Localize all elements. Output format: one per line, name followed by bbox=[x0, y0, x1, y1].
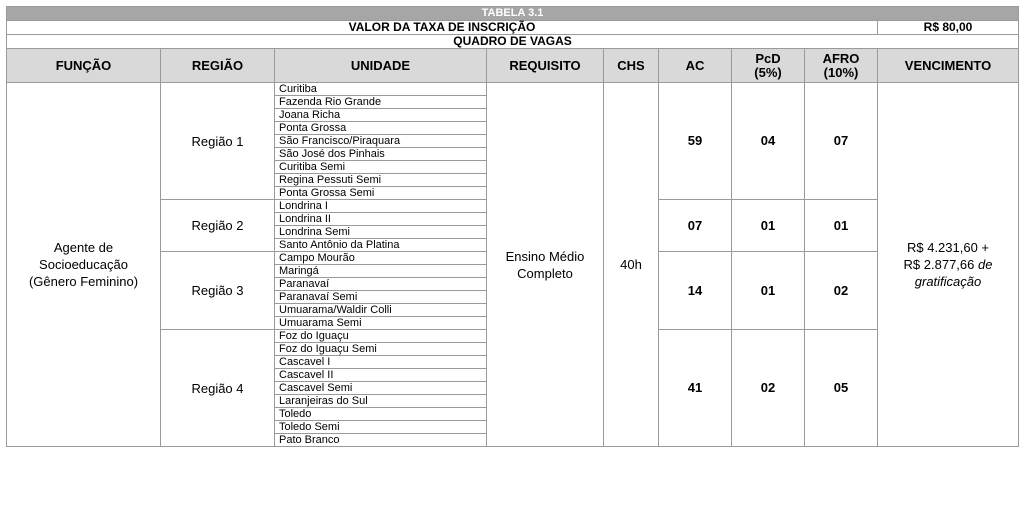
unidade-cell: Curitiba bbox=[275, 83, 487, 96]
pcd-cell: 01 bbox=[732, 200, 805, 252]
subtitle-row bbox=[7, 35, 1019, 49]
unidade-cell: Fazenda Rio Grande bbox=[275, 96, 487, 109]
unidade-cell: Cascavel II bbox=[275, 369, 487, 382]
unidade-cell: Pato Branco bbox=[275, 434, 487, 447]
unidade-cell: Londrina Semi bbox=[275, 226, 487, 239]
unidade-cell: Joana Richa bbox=[275, 109, 487, 122]
header-pcd-line1: PcD bbox=[755, 50, 781, 66]
unidade-cell: Curitiba Semi bbox=[275, 161, 487, 174]
unidade-cell: Maringá bbox=[275, 265, 487, 278]
table-row bbox=[7, 83, 1019, 96]
header-chs: CHS bbox=[604, 49, 659, 83]
ac-cell: 14 bbox=[659, 252, 732, 330]
vencimento-line1: R$ 4.231,60 + bbox=[906, 240, 990, 255]
unidade-cell: Paranavaí bbox=[275, 278, 487, 291]
chs-cell: 40h bbox=[604, 83, 659, 447]
vencimento-line2-italic: de bbox=[978, 257, 993, 272]
ac-cell: 07 bbox=[659, 200, 732, 252]
funcao-line3: (Gênero Feminino) bbox=[28, 274, 139, 289]
unidade-cell: Paranavaí Semi bbox=[275, 291, 487, 304]
unidade-cell: Foz do Iguaçu Semi bbox=[275, 343, 487, 356]
pcd-cell: 02 bbox=[732, 330, 805, 447]
afro-cell: 05 bbox=[805, 330, 878, 447]
vacancy-table bbox=[6, 6, 1019, 447]
header-row bbox=[7, 49, 1019, 83]
unidade-cell: Ponta Grossa bbox=[275, 122, 487, 135]
unidade-cell: Cascavel Semi bbox=[275, 382, 487, 395]
header-ac: AC bbox=[659, 49, 732, 83]
afro-cell: 07 bbox=[805, 83, 878, 200]
vacancy-table-container bbox=[6, 6, 1018, 447]
vencimento-line3: gratificação bbox=[914, 274, 982, 289]
unidade-cell: Foz do Iguaçu bbox=[275, 330, 487, 343]
unidade-cell: Umuarama/Waldir Colli bbox=[275, 304, 487, 317]
unidade-cell: Londrina II bbox=[275, 213, 487, 226]
header-afro bbox=[805, 49, 878, 83]
unidade-cell: São Francisco/Piraquara bbox=[275, 135, 487, 148]
requisito-line2: Completo bbox=[517, 265, 573, 281]
requisito-line1: Ensino Médio bbox=[505, 248, 585, 264]
header-pcd bbox=[732, 49, 805, 83]
unidade-cell: Laranjeiras do Sul bbox=[275, 395, 487, 408]
header-afro-line1: AFRO bbox=[822, 50, 860, 66]
afro-cell: 02 bbox=[805, 252, 878, 330]
table-subtitle: QUADRO DE VAGAS bbox=[7, 35, 1019, 49]
vencimento-cell bbox=[878, 83, 1019, 447]
funcao-line2: Socioeducação bbox=[39, 257, 128, 272]
unidade-cell: Umuarama Semi bbox=[275, 317, 487, 330]
regiao-cell: Região 3 bbox=[161, 252, 275, 330]
table-title-row bbox=[7, 7, 1019, 21]
funcao-line1: Agente de bbox=[53, 240, 114, 255]
header-unidade: UNIDADE bbox=[275, 49, 487, 83]
table-title: TABELA 3.1 bbox=[7, 7, 1019, 21]
unidade-cell: Toledo bbox=[275, 408, 487, 421]
unidade-cell: Cascavel I bbox=[275, 356, 487, 369]
fee-value: R$ 80,00 bbox=[878, 21, 1019, 35]
unidade-cell: Ponta Grossa Semi bbox=[275, 187, 487, 200]
fee-label: VALOR DA TAXA DE INSCRIÇÃO bbox=[7, 21, 878, 35]
header-funcao: FUNÇÃO bbox=[7, 49, 161, 83]
unidade-cell: Regina Pessuti Semi bbox=[275, 174, 487, 187]
fee-row bbox=[7, 21, 1019, 35]
header-vencimento: VENCIMENTO bbox=[878, 49, 1019, 83]
header-requisito: REQUISITO bbox=[487, 49, 604, 83]
header-pcd-line2: (5%) bbox=[754, 64, 782, 80]
funcao-cell bbox=[7, 83, 161, 447]
unidade-cell: Londrina I bbox=[275, 200, 487, 213]
unidade-cell: Campo Mourão bbox=[275, 252, 487, 265]
regiao-cell: Região 1 bbox=[161, 83, 275, 200]
requisito-cell bbox=[487, 83, 604, 447]
regiao-cell: Região 2 bbox=[161, 200, 275, 252]
header-afro-line2: (10%) bbox=[823, 64, 859, 80]
pcd-cell: 01 bbox=[732, 252, 805, 330]
ac-cell: 59 bbox=[659, 83, 732, 200]
unidade-cell: Toledo Semi bbox=[275, 421, 487, 434]
unidade-cell: São José dos Pinhais bbox=[275, 148, 487, 161]
regiao-cell: Região 4 bbox=[161, 330, 275, 447]
afro-cell: 01 bbox=[805, 200, 878, 252]
vencimento-line2-value: R$ 2.877,66 bbox=[903, 257, 975, 272]
ac-cell: 41 bbox=[659, 330, 732, 447]
header-regiao: REGIÃO bbox=[161, 49, 275, 83]
pcd-cell: 04 bbox=[732, 83, 805, 200]
unidade-cell: Santo Antônio da Platina bbox=[275, 239, 487, 252]
